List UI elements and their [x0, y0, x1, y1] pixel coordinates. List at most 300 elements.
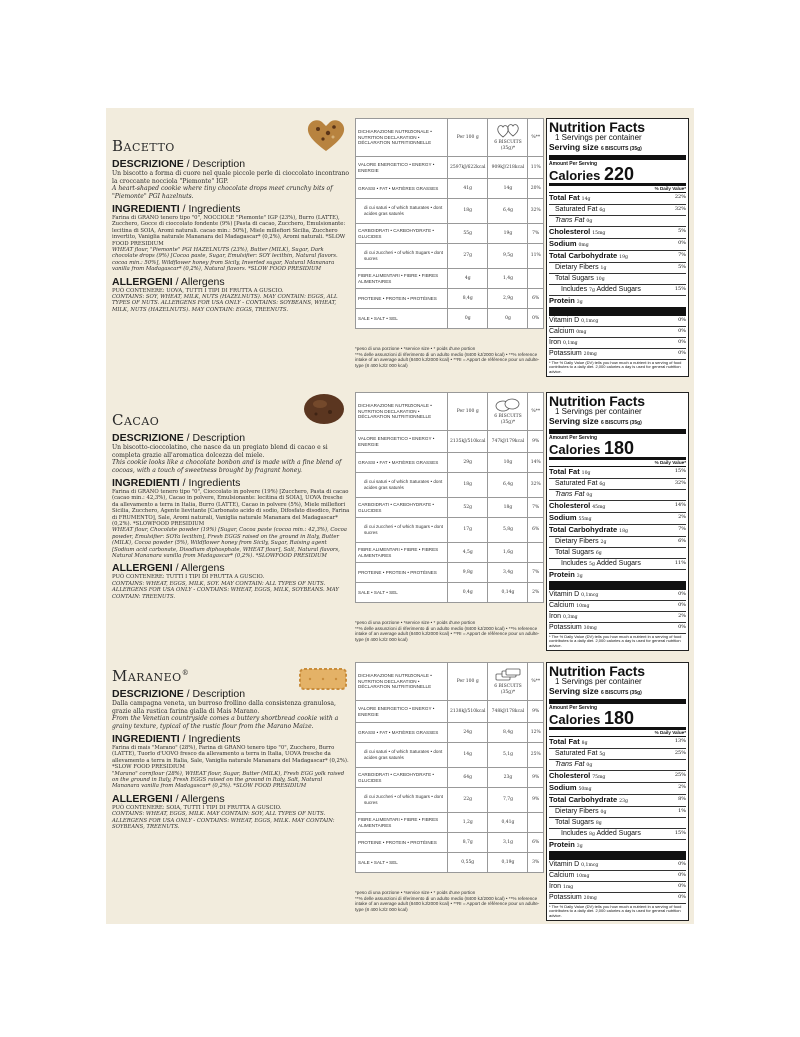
- row-label: FIBRE ALIMENTARI • FIBRE • FIBRES ALIMENTAIRES: [356, 543, 448, 563]
- row-ri-percent: [528, 543, 544, 563]
- table-row: [356, 853, 544, 873]
- facts-row-percent: 15%: [674, 468, 686, 474]
- allergens-heading-sublabel: Allergens: [180, 792, 225, 805]
- allergens-heading-label: ALLERGENI: [112, 562, 173, 575]
- facts-row-label: Total Carbohydrate: [549, 251, 618, 260]
- facts-row-amount: 14g: [581, 197, 591, 202]
- row-label: CARBOIDRATI • CARBOHYDRATE • GLUCIDES: [356, 498, 448, 518]
- row-value-per-portion: 3,1g: [488, 833, 528, 853]
- row-ri-percent: 11%: [528, 157, 544, 179]
- table-header-label: DICHIARAZIONE NUTRIZIONALE • NUTRITION DECLARATION • DÉCLARATION NUTRITIONNELLE: [356, 119, 448, 157]
- facts-row: [549, 285, 686, 296]
- facts-row-amount: 3g: [576, 300, 583, 305]
- serving-size-label: Serving size: [549, 686, 599, 696]
- facts-row-label: Saturated Fat: [555, 206, 598, 213]
- facts-row-extra: Added Sugars: [596, 286, 641, 293]
- facts-row-amount: 0,3mg: [563, 615, 578, 620]
- facts-row-percent: 5%: [678, 264, 686, 270]
- ingredients-heading-sublabel: Ingredients: [188, 477, 241, 489]
- row-value-per-portion: 0,14g: [488, 583, 528, 603]
- row-label: GRASSI • FAT • MATIÈRES GRASSES: [356, 453, 448, 473]
- facts-row-left: [549, 612, 578, 622]
- facts-row-left: [549, 840, 583, 851]
- row-value-per-portion: 9,5g: [488, 244, 528, 269]
- facts-row-amount: 10mg: [576, 604, 590, 609]
- table-footnotes: [355, 620, 547, 642]
- facts-row-amount: 6g: [599, 208, 606, 213]
- nutrition-facts-panel: [546, 392, 689, 651]
- row-label: VALORE ENERGETICO • ENERGY • ENERGIE: [356, 431, 448, 453]
- row-ri-percent: 6%: [528, 518, 544, 543]
- row-value-per-100g: 2597kJ/622kcal: [448, 157, 488, 179]
- facts-row-label: Vitamin D: [549, 861, 580, 868]
- ingredients-heading: [112, 733, 350, 745]
- facts-row-percent: 2%: [678, 613, 686, 619]
- row-value-per-portion: 747kJ/179kcal: [488, 431, 528, 453]
- facts-row-label: Trans Fat: [555, 491, 585, 498]
- nutrition-facts-title: Nutrition Facts: [549, 663, 645, 679]
- nutrition-facts-panel: [546, 118, 689, 377]
- facts-row-percent: 6%: [678, 538, 686, 544]
- facts-row: [549, 467, 686, 479]
- facts-row-amount: 8g: [595, 821, 602, 826]
- table-row: [356, 157, 544, 179]
- row-label: PROTEINE • PROTEIN • PROTÉINES: [356, 833, 448, 853]
- facts-row-left: [549, 467, 590, 478]
- facts-row-percent: 32%: [674, 206, 686, 212]
- facts-row-label: Total Sugars: [555, 549, 594, 556]
- facts-row-amount: 20mg: [583, 352, 597, 357]
- row-ri-percent: 9%: [528, 431, 544, 453]
- facts-row-amount: 6g: [599, 482, 606, 487]
- facts-row-left: [549, 525, 628, 536]
- facts-row-label: Iron: [549, 339, 562, 346]
- facts-row-label: Sodium: [549, 783, 577, 792]
- row-value-per-100g: 17g: [448, 518, 488, 543]
- row-ri-percent: 11%: [528, 244, 544, 269]
- facts-row-label: Cholesterol: [549, 771, 591, 780]
- row-ri-percent: 0%: [528, 309, 544, 329]
- row-value-per-portion: 7,7g: [488, 788, 528, 813]
- product-section-bacetto: [106, 116, 694, 386]
- allergens-heading: [112, 276, 350, 288]
- row-ri-percent: 6%: [528, 289, 544, 309]
- table-row: [356, 199, 544, 224]
- ingredients-english: WHEAT flour, Chocolate powder (19%) [Sugar, Cocoa paste (cocoa min.: 42,3%), Cocoa powder, Emulsifier: SOYa lecithin], Fresh EGGS raised on the ground in Italy, Butter (MILK), Cocoa powder (5%), Wildflower honey from Sicily, Sugar, Raising agent [Sodium acid carbonate, Disodium diphosphate, WHEAT flour], Salt, Natural flavors, Natural Mananara vanilla from Madagascar* (0,2%). *SLOWFOOD PRESIDIUM: [112, 527, 347, 560]
- product-name-text: Bacetto: [112, 137, 175, 155]
- facts-row: [549, 548, 686, 559]
- facts-row: [549, 193, 686, 205]
- ingredients-heading-separator: /: [179, 203, 189, 215]
- serving-size-label: Serving size: [549, 416, 599, 426]
- facts-row-percent: 5%: [678, 228, 686, 234]
- facts-row-left: [549, 193, 590, 204]
- row-ri-percent: 32%: [528, 473, 544, 498]
- table-row: [356, 224, 544, 244]
- facts-row-left: [549, 893, 597, 903]
- facts-row-left: [549, 601, 589, 611]
- amount-per-serving: Amount Per Serving: [549, 435, 598, 441]
- product-sheet: [106, 108, 694, 924]
- facts-row-label: Total Fat: [549, 193, 580, 202]
- table-row: [356, 309, 544, 329]
- facts-row: [549, 274, 686, 285]
- table-row: [356, 563, 544, 583]
- description-italian: Dalla campagna veneta, un burroso frollino dalla consistenza granulosa, grazie alla rustica farina gialla di Mais Marano.: [112, 700, 336, 715]
- table-row: [356, 473, 544, 498]
- table-row: [356, 543, 544, 563]
- facts-row: [549, 807, 686, 818]
- facts-row-label: Saturated Fat: [555, 750, 598, 757]
- table-footnotes: [355, 346, 547, 368]
- table-row: [356, 701, 544, 723]
- allergens-heading: [112, 562, 350, 574]
- allergens-heading-label: ALLERGENI: [112, 792, 173, 805]
- row-value-per-100g: 2138kJ/510kcal: [448, 701, 488, 723]
- facts-row-label: Protein: [549, 570, 575, 579]
- row-value-per-portion: 14g: [488, 179, 528, 199]
- facts-row-label: Includes: [561, 560, 588, 567]
- daily-value-footnote: * The % Daily Value (DV) tells you how much a nutrient in a serving of food contributes to a daily diet. 2,000 calories a day is used for general nutrition advice.: [549, 360, 682, 374]
- facts-row-amount: 10g: [581, 471, 591, 476]
- product-name-text: Cacao: [112, 411, 160, 429]
- ingredients-english: "Marano" cornflour (28%), WHEAT flour, Sugar, Butter (MILK), Fresh EGG yolk raised on the ground in Italy, Fresh EGGS raised on the ground in Italy, Salt, Natural Mananara vanilla from Madagascar* (0,2%). *SLOW FOOD PRESIDIUM: [112, 770, 345, 790]
- row-ri-percent: 3%: [528, 853, 544, 873]
- facts-row: [549, 296, 686, 312]
- facts-row-percent: 1%: [678, 808, 686, 814]
- serving-size-value: 6 BISCUITS (35g): [600, 146, 642, 152]
- table-row: [356, 269, 544, 289]
- facts-row-label: Includes: [561, 286, 588, 293]
- allergens-english: CONTAINS: SOY, WHEAT, MILK, NUTS (HAZELNUTS). MAY CONTAIN: EGGS, ALL TYPES OF NUTS. ALLERGENS FOR USA ONLY - CONTAINS: SOYBEANS, WHEAT, MILK, NUTS (HAZELNUTS). MAY CONTAIN: EGGS, TREENUTS.: [112, 294, 338, 313]
- facts-row-label: Protein: [549, 840, 575, 849]
- facts-row: [549, 513, 686, 525]
- row-ri-percent: 20%: [528, 179, 544, 199]
- per-100g-header: Per 100 g: [448, 663, 488, 701]
- row-ri-percent: [528, 269, 544, 289]
- row-value-per-100g: 22g: [448, 788, 488, 813]
- daily-value-header: % Daily Value*: [549, 186, 686, 193]
- facts-row: [549, 205, 686, 216]
- product-description-column: [112, 390, 350, 600]
- biscuits-icon: [490, 124, 525, 141]
- table-row: [356, 788, 544, 813]
- facts-row-left: [561, 829, 641, 839]
- facts-row-label: Cholesterol: [549, 501, 591, 510]
- row-value-per-100g: 55g: [448, 224, 488, 244]
- table-header-row: [356, 119, 544, 157]
- facts-row: [549, 749, 686, 760]
- row-value-per-portion: 8,4g: [488, 723, 528, 743]
- facts-row-label: Calcium: [549, 328, 575, 335]
- facts-row-percent: 0%: [678, 883, 686, 889]
- table-row: [356, 289, 544, 309]
- serving-size-value: 6 BISCUITS (35g): [600, 420, 642, 426]
- facts-row: [549, 586, 686, 601]
- ingredients-heading: [112, 477, 350, 489]
- facts-row-label: Sodium: [549, 513, 577, 522]
- facts-row-amount: 0,1mg: [563, 341, 578, 346]
- portion-header-label: 6 BISCUITS (35g)*: [494, 140, 522, 151]
- facts-row-percent: 32%: [674, 480, 686, 486]
- row-label: di cui saturi • of which Saturates • dont acides gras saturés: [356, 473, 448, 498]
- description-heading-separator: /: [183, 688, 193, 700]
- facts-row-percent: 0%: [678, 350, 686, 356]
- facts-row-amount: 1mg: [563, 885, 574, 890]
- facts-row-label: Total Sugars: [555, 819, 594, 826]
- row-value-per-portion: 6,4g: [488, 199, 528, 224]
- table-row: [356, 833, 544, 853]
- row-value-per-100g: 2135kJ/510kcal: [448, 431, 488, 453]
- cookie-image: [298, 665, 348, 697]
- facts-row-label: Sodium: [549, 239, 577, 248]
- row-label: VALORE ENERGETICO • ENERGY • ENERGIE: [356, 701, 448, 723]
- facts-row-left: [549, 860, 598, 870]
- calories-label: Calories: [549, 712, 601, 727]
- allergens-italian: PUÒ CONTENERE: SOIA, TUTTI I TIPI DI FRUTTA A GUSCIO.: [112, 804, 282, 811]
- footnote-portion: *peso di una porzione • *service size • * poids d'une portion: [355, 890, 476, 895]
- facts-row: [549, 570, 686, 586]
- description-italian: Un biscotto a forma di cuore nel quale piccole perle di cioccolato incontrano la croccante nocciola "Piemonte" IGP.: [112, 170, 350, 185]
- facts-row-amount: 75mg: [592, 775, 606, 780]
- facts-row-left: [549, 737, 588, 748]
- ingredients-heading-sublabel: Ingredients: [188, 203, 241, 215]
- facts-row: [549, 783, 686, 795]
- row-value-per-portion: 748kJ/178kcal: [488, 701, 528, 723]
- row-ri-percent: 9%: [528, 788, 544, 813]
- description-english: A heart-shaped cookie where tiny chocolate drops meet crunchy bits of "Piemonte" PGI hazelnuts.: [112, 185, 333, 200]
- ingredients-heading-label: INGREDIENTI: [112, 733, 180, 745]
- servings-per-container: 1 Servings per container: [555, 407, 642, 416]
- facts-row-percent: 0%: [678, 317, 686, 323]
- serving-size-label: Serving size: [549, 142, 599, 152]
- serving-size-value: 6 BISCUITS (35g): [600, 690, 642, 696]
- facts-row-percent: 15%: [674, 830, 686, 836]
- servings-per-container: 1 Servings per container: [555, 133, 642, 142]
- nutrition-declaration-table: [355, 662, 544, 873]
- facts-row-percent: 2%: [678, 514, 686, 520]
- ingredients-heading-separator: /: [179, 477, 189, 489]
- facts-row-amount: 3g: [576, 574, 583, 579]
- facts-row-left: [549, 771, 605, 782]
- calories-label: Calories: [549, 168, 601, 183]
- allergens-heading-label: ALLERGENI: [112, 275, 173, 288]
- facts-row-amount: 0g: [586, 219, 593, 224]
- facts-row-label: Potassium: [549, 624, 582, 631]
- facts-row-amount: 8g: [581, 741, 588, 746]
- calories-value: 180: [603, 438, 634, 458]
- table-row: [356, 583, 544, 603]
- row-value-per-portion: 909kJ/218kcal: [488, 157, 528, 179]
- facts-row: [549, 239, 686, 251]
- facts-row-label: Total Fat: [549, 467, 580, 476]
- row-value-per-100g: 8,4g: [448, 289, 488, 309]
- row-value-per-portion: 0g: [488, 309, 528, 329]
- biscuits-icon: [490, 398, 525, 415]
- row-value-per-100g: 18g: [448, 473, 488, 498]
- table-row: [356, 768, 544, 788]
- ingredients-italian: Farina di GRANO tenero tipo "0", NOCCIOLE "Piemonte" IGP (23%), Burro (LATTE), Zucchero, Gocce di cioccolato fondente (9%) [Pasta di cacao, Zucchero, Emulsionante: lecitina di SOIA, Aromi naturali. cacao min.: 50%], Miele millefiori Sicilia, Zucchero invertito, Vaniglia naturale Mananara del Madagascar* (0,2%), Aromi naturali. *SLOW FOOD PRESIDIUM: [112, 215, 346, 247]
- facts-row-label: Total Sugars: [555, 275, 594, 282]
- row-value-per-100g: 27g: [448, 244, 488, 269]
- nutrition-facts-title: Nutrition Facts: [549, 119, 645, 135]
- row-value-per-100g: 8,7g: [448, 833, 488, 853]
- product-section-maraneo: [106, 660, 694, 922]
- facts-row-percent: 11%: [674, 560, 686, 566]
- facts-row: [549, 251, 686, 263]
- facts-row-percent: 25%: [674, 772, 686, 778]
- facts-row-percent: 25%: [674, 750, 686, 756]
- facts-row-left: [549, 227, 605, 238]
- row-ri-percent: 7%: [528, 563, 544, 583]
- row-value-per-portion: 5,8g: [488, 518, 528, 543]
- table-header-row: [356, 393, 544, 431]
- row-label: di cui zuccheri • of which Sugars • dont sucres: [356, 244, 448, 269]
- ingredients-heading-label: INGREDIENTI: [112, 477, 180, 489]
- footnote-portion: *peso di una porzione • *service size • * poids d'une portion: [355, 346, 476, 351]
- table-row: [356, 723, 544, 743]
- facts-row-percent: 7%: [678, 526, 686, 532]
- facts-row: [549, 216, 686, 227]
- facts-row-percent: 14%: [674, 502, 686, 508]
- facts-row-amount: 0,1mcg: [581, 593, 599, 598]
- facts-row: [549, 737, 686, 749]
- footnote-reference-intake: **% delle assunzioni di riferimento di un adulto medio (8400 kJ/2000 kcal) • **% reference intake of an average adult (8400 kJ/2000 kcal) • **RI = Apport de référence pour un adulte-type (8 400 kJ/2 000 kcal): [355, 625, 540, 642]
- facts-row-left: [549, 871, 589, 881]
- facts-row-percent: 13%: [674, 738, 686, 744]
- facts-row-amount: 0mg: [576, 330, 587, 335]
- row-value-per-portion: 6,4g: [488, 473, 528, 498]
- facts-row-amount: 2g: [600, 540, 607, 545]
- facts-row: [549, 856, 686, 871]
- facts-row-left: [555, 490, 592, 500]
- row-value-per-100g: 52g: [448, 498, 488, 518]
- row-value-per-portion: 10g: [488, 453, 528, 473]
- facts-row: [549, 612, 686, 623]
- row-value-per-100g: 9,8g: [448, 563, 488, 583]
- description-heading-sublabel: Description: [192, 158, 246, 170]
- facts-row-amount: 7g: [589, 288, 595, 293]
- facts-row-percent: 0%: [678, 624, 686, 630]
- table-footnotes: [355, 890, 547, 912]
- per-100g-header: Per 100 g: [448, 393, 488, 431]
- row-value-per-100g: 14g: [448, 743, 488, 768]
- facts-row: [549, 349, 686, 360]
- allergens-heading-separator: /: [172, 792, 181, 805]
- description-heading-separator: /: [183, 432, 193, 444]
- facts-row-percent: 22%: [674, 194, 686, 200]
- row-ri-percent: 7%: [528, 498, 544, 518]
- daily-value-header: % Daily Value*: [549, 460, 686, 467]
- facts-row-left: [555, 216, 592, 226]
- facts-row-left: [549, 327, 586, 337]
- facts-row-amount: 19g: [619, 255, 628, 260]
- row-label: di cui zuccheri • of which Sugars • dont sucres: [356, 788, 448, 813]
- row-value-per-portion: 1,4g: [488, 269, 528, 289]
- facts-row: [549, 871, 686, 882]
- facts-row-amount: 0g: [600, 810, 607, 815]
- table-row: [356, 743, 544, 768]
- facts-row-left: [549, 513, 592, 524]
- serving-size: [549, 142, 686, 160]
- servings-per-container: 1 Servings per container: [555, 677, 642, 686]
- facts-row-left: [549, 338, 578, 348]
- facts-row-amount: 55mg: [578, 517, 592, 522]
- allergens-italian: PUÒ CONTENERE: TUTTI I TIPI DI FRUTTA A GUSCIO.: [112, 574, 265, 581]
- facts-row-left: [549, 251, 628, 262]
- per-100g-header: Per 100 g: [448, 119, 488, 157]
- facts-row: [549, 537, 686, 548]
- facts-row: [549, 490, 686, 501]
- row-label: FIBRE ALIMENTARI • FIBRE • FIBRES ALIMENTAIRES: [356, 269, 448, 289]
- serving-size: [549, 416, 686, 434]
- facts-row-left: [555, 818, 602, 828]
- ingredients-heading-label: INGREDIENTI: [112, 203, 180, 215]
- row-label: CARBOIDRATI • CARBOHYDRATE • GLUCIDES: [356, 224, 448, 244]
- ri-header: %**: [528, 119, 544, 157]
- row-value-per-100g: 1,2g: [448, 813, 488, 833]
- facts-row-amount: 10g: [595, 277, 605, 282]
- row-value-per-100g: 0,4g: [448, 583, 488, 603]
- facts-row-percent: 15%: [674, 286, 686, 292]
- facts-row-left: [549, 501, 605, 512]
- row-value-per-100g: 41g: [448, 179, 488, 199]
- row-value-per-portion: 3,4g: [488, 563, 528, 583]
- facts-row-amount: 23g: [619, 799, 628, 804]
- facts-row: [549, 818, 686, 829]
- facts-row-percent: 7%: [678, 252, 686, 258]
- table-row: [356, 453, 544, 473]
- ri-header: %**: [528, 393, 544, 431]
- row-value-per-portion: 5,1g: [488, 743, 528, 768]
- facts-row-amount: 50mg: [578, 787, 592, 792]
- facts-row-left: [555, 205, 605, 215]
- facts-row-amount: 15mg: [592, 231, 606, 236]
- facts-row-left: [549, 349, 597, 359]
- description-english: This cookie looks like a chocolate bonbon and is made with a fine blend of cocoas, with a touch of sweetness brought by fragrant honey.: [112, 459, 342, 474]
- table-header-row: [356, 663, 544, 701]
- facts-row-left: [555, 760, 592, 770]
- facts-row-left: [555, 479, 605, 489]
- calories-value: 220: [603, 164, 634, 184]
- facts-row-label: Includes: [561, 830, 588, 837]
- row-ri-percent: 25%: [528, 743, 544, 768]
- facts-row: [549, 601, 686, 612]
- facts-row-left: [555, 274, 605, 284]
- daily-value-footnote: * The % Daily Value (DV) tells you how much a nutrient in a serving of food contributes to a daily diet. 2,000 calories a day is used for general nutrition advice.: [549, 904, 682, 918]
- row-value-per-100g: 64g: [448, 768, 488, 788]
- facts-row-amount: 18g: [619, 529, 628, 534]
- facts-row-left: [549, 882, 573, 892]
- row-value-per-100g: 0g: [448, 309, 488, 329]
- facts-row-label: Calcium: [549, 872, 575, 879]
- facts-row-label: Trans Fat: [555, 761, 585, 768]
- ingredients-heading-sublabel: Ingredients: [188, 733, 241, 745]
- allergens-heading-sublabel: Allergens: [180, 275, 225, 288]
- facts-row-left: [555, 548, 602, 558]
- facts-row-left: [561, 559, 641, 569]
- facts-row: [549, 227, 686, 239]
- facts-row: [549, 829, 686, 840]
- portion-header: [488, 663, 528, 701]
- facts-row-label: Dietary Fibers: [555, 808, 599, 815]
- row-label: di cui zuccheri • of which Sugars • dont sucres: [356, 518, 448, 543]
- facts-row-left: [555, 807, 606, 817]
- facts-row: [549, 760, 686, 771]
- row-label: GRASSI • FAT • MATIÈRES GRASSES: [356, 179, 448, 199]
- row-value-per-100g: 18g: [448, 199, 488, 224]
- facts-row-label: Saturated Fat: [555, 480, 598, 487]
